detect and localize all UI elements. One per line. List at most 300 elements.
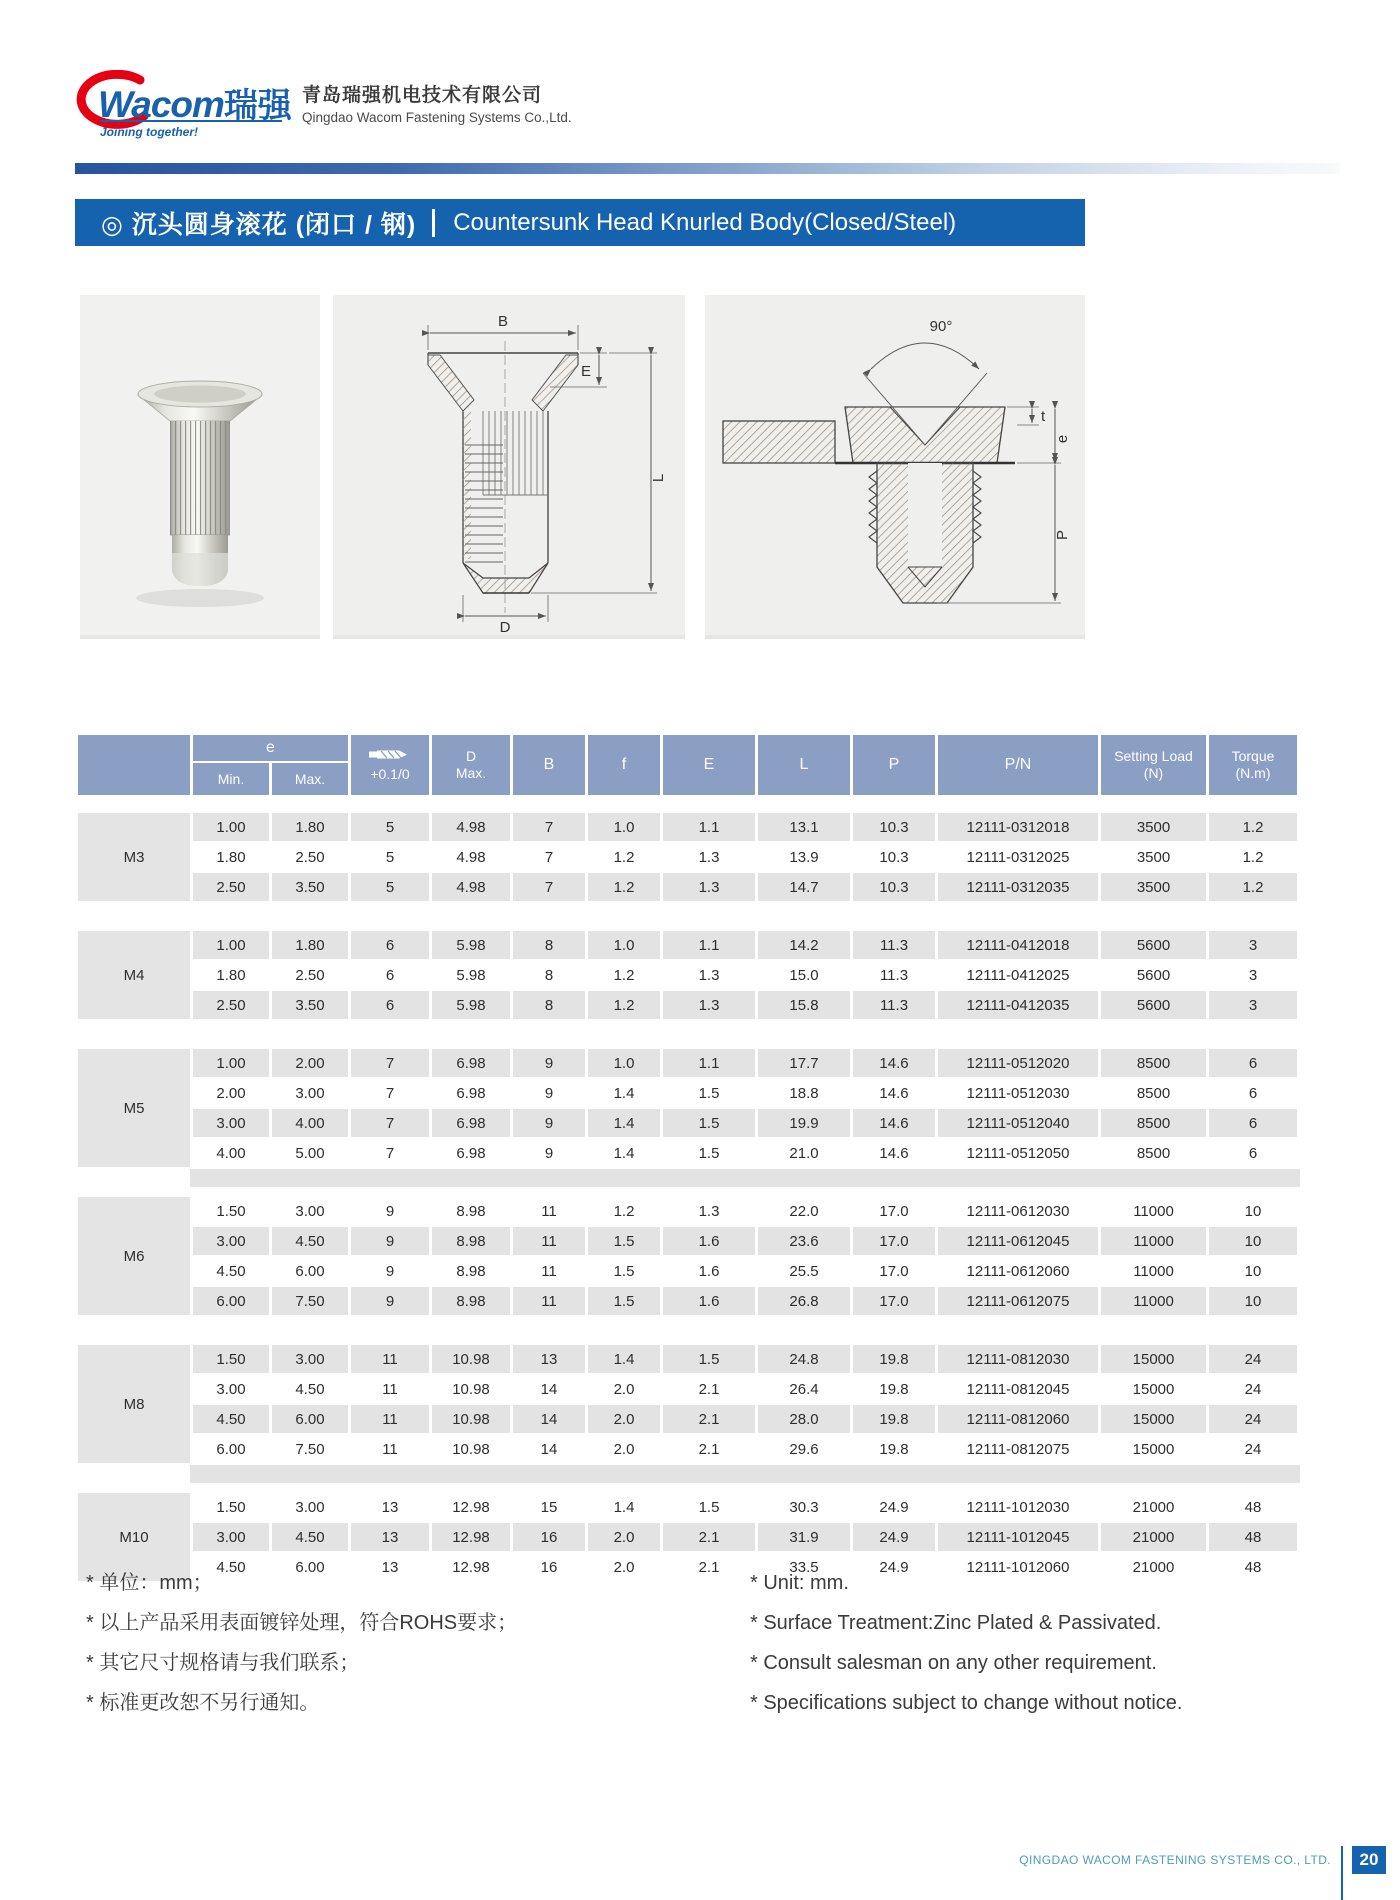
- table-cell: 1.3: [663, 873, 755, 901]
- table-cell: 12111-1012030: [938, 1493, 1098, 1521]
- table-cell: 17.0: [853, 1197, 935, 1225]
- table-cell: 12111-0812075: [938, 1435, 1098, 1463]
- table-cell: 2.0: [588, 1405, 660, 1433]
- header-d-max-sub: Max.: [455, 765, 487, 781]
- table-cell: 3.00: [193, 1227, 269, 1255]
- table-blocks: [75, 811, 1300, 1583]
- table-cell: 1.00: [193, 931, 269, 959]
- table-cell: 1.3: [663, 991, 755, 1019]
- table-cell: 10.98: [432, 1375, 510, 1403]
- table-cell: 1.6: [663, 1227, 755, 1255]
- table-cell: 1.5: [663, 1109, 755, 1137]
- table-cell: 14.6: [853, 1139, 935, 1167]
- table-cell: 1.4: [588, 1493, 660, 1521]
- table-cell: 13: [351, 1493, 429, 1521]
- table-cell: 4.98: [432, 873, 510, 901]
- table-cell: 13.1: [758, 813, 850, 841]
- table-cell: 24.9: [853, 1493, 935, 1521]
- table-cell: 24: [1209, 1375, 1297, 1403]
- table-cell: 2.1: [663, 1435, 755, 1463]
- table-cell: 8500: [1101, 1049, 1206, 1077]
- table-cell: 5600: [1101, 991, 1206, 1019]
- table-cell: 3500: [1101, 813, 1206, 841]
- table-cell: 2.0: [588, 1553, 660, 1581]
- table-cell: 9: [513, 1079, 585, 1107]
- header-torque-line2: (N.m): [1235, 765, 1271, 781]
- table-cell: 3.50: [272, 991, 348, 1019]
- table-cell: 11.3: [853, 931, 935, 959]
- table-cell: 13: [513, 1345, 585, 1373]
- table-cell: 5600: [1101, 931, 1206, 959]
- table-cell: 7: [351, 1139, 429, 1167]
- gradient-bar: [75, 163, 1340, 174]
- table-cell: 1.2: [588, 991, 660, 1019]
- table-cell: 8.98: [432, 1227, 510, 1255]
- header-torque-line1: Torque: [1231, 748, 1275, 764]
- table-cell: 12111-0812060: [938, 1405, 1098, 1433]
- table-cell: 2.0: [588, 1523, 660, 1551]
- table-row: [78, 1257, 1297, 1285]
- table-cell: 24: [1209, 1345, 1297, 1373]
- table-cell: 6: [1209, 1109, 1297, 1137]
- note-cn-line: * 单位：mm；: [86, 1572, 213, 1594]
- table-cell: 9: [351, 1227, 429, 1255]
- table-cell: 1.5: [663, 1139, 755, 1167]
- table-cell: 13: [351, 1553, 429, 1581]
- brand-header: [80, 72, 572, 142]
- table-cell: 16: [513, 1523, 585, 1551]
- table-cell: 15: [513, 1493, 585, 1521]
- table-cell: 9: [351, 1197, 429, 1225]
- table-cell: 18.8: [758, 1079, 850, 1107]
- table-cell: 11.3: [853, 991, 935, 1019]
- table-cell: 4.50: [272, 1523, 348, 1551]
- table-cell: 3.00: [272, 1345, 348, 1373]
- table-cell: 19.8: [853, 1375, 935, 1403]
- table-cell: 3.00: [272, 1493, 348, 1521]
- table-cell: 3.00: [272, 1197, 348, 1225]
- table-cell: 11: [351, 1405, 429, 1433]
- header-setting-load: [1101, 735, 1206, 795]
- table-cell: 17.0: [853, 1287, 935, 1315]
- table-cell: 2.0: [588, 1435, 660, 1463]
- table-cell: 2.1: [663, 1553, 755, 1581]
- table-cell: 1.5: [588, 1287, 660, 1315]
- table-row: [78, 1227, 1297, 1255]
- table-cell: 48: [1209, 1523, 1297, 1551]
- table-cell: 6.00: [272, 1553, 348, 1581]
- table-cell: 4.00: [272, 1109, 348, 1137]
- rivet-nut-photo-illustration: [80, 295, 320, 635]
- size-label: M3: [78, 813, 190, 901]
- drill-bit-icon: [368, 748, 412, 761]
- header-col-e: E: [663, 735, 755, 795]
- table-cell: 11.3: [853, 961, 935, 989]
- table-cell: 2.50: [193, 873, 269, 901]
- table-cell: 10: [1209, 1287, 1297, 1315]
- company-name-block: [302, 80, 572, 125]
- table-cell: 1.00: [193, 813, 269, 841]
- table-cell: 7: [351, 1049, 429, 1077]
- table-cell: 2.1: [663, 1405, 755, 1433]
- company-name-cn: 青岛瑞强机电技术有限公司: [302, 85, 543, 106]
- table-cell: 8.98: [432, 1287, 510, 1315]
- table-cell: 15000: [1101, 1345, 1206, 1373]
- table-cell: 3500: [1101, 873, 1206, 901]
- table-cell: 6.00: [193, 1435, 269, 1463]
- table-cell: 3.00: [193, 1109, 269, 1137]
- drawing-side-view: [333, 295, 685, 639]
- note-cn-line: * 标准更改恕不另行通知。: [86, 1692, 320, 1714]
- table-cell: 15.8: [758, 991, 850, 1019]
- table-cell: 24: [1209, 1435, 1297, 1463]
- table-cell: 31.9: [758, 1523, 850, 1551]
- table-row: [78, 1375, 1297, 1403]
- group-separator-gap: [75, 903, 1300, 929]
- table-cell: 24.8: [758, 1345, 850, 1373]
- note-en-line: * Specifications subject to change without notice.: [750, 1692, 1183, 1714]
- dim-d-label: D: [499, 619, 511, 635]
- angle-90-label: 90°: [929, 318, 953, 335]
- table-cell: 6: [351, 991, 429, 1019]
- table-cell: 11000: [1101, 1197, 1206, 1225]
- table-cell: 2.50: [193, 991, 269, 1019]
- table-cell: 5.98: [432, 961, 510, 989]
- table-row: [78, 1109, 1297, 1137]
- table-cell: 1.4: [588, 1079, 660, 1107]
- table-cell: 6: [1209, 1079, 1297, 1107]
- table-cell: 10.98: [432, 1405, 510, 1433]
- table-cell: 14: [513, 1405, 585, 1433]
- table-cell: 3500: [1101, 843, 1206, 871]
- group-separator-gap: [75, 1317, 1300, 1343]
- table-cell: 4.50: [193, 1405, 269, 1433]
- table-cell: 10: [1209, 1257, 1297, 1285]
- header-e-max: Max.: [272, 763, 348, 795]
- table-cell: 11000: [1101, 1287, 1206, 1315]
- table-row: [78, 1049, 1297, 1077]
- table-row: [78, 1287, 1297, 1315]
- table-cell: 48: [1209, 1493, 1297, 1521]
- table-cell: 11: [351, 1435, 429, 1463]
- table-cell: 15000: [1101, 1435, 1206, 1463]
- table-row: [78, 1139, 1297, 1167]
- table-cell: 24.9: [853, 1553, 935, 1581]
- table-cell: 12111-0412035: [938, 991, 1098, 1019]
- table-cell: 8.98: [432, 1197, 510, 1225]
- table-header: [75, 733, 1300, 797]
- page-footer: [0, 1846, 1386, 1900]
- table-cell: 15000: [1101, 1405, 1206, 1433]
- table-cell: 3.00: [272, 1079, 348, 1107]
- table-row: [78, 1493, 1297, 1521]
- table-cell: 10.3: [853, 843, 935, 871]
- table-cell: 8: [513, 961, 585, 989]
- table-cell: 7: [513, 813, 585, 841]
- table-cell: 6.00: [272, 1257, 348, 1285]
- table-cell: 2.1: [663, 1523, 755, 1551]
- table-cell: 1.6: [663, 1287, 755, 1315]
- table-cell: 1.1: [663, 931, 755, 959]
- table-cell: 9: [513, 1049, 585, 1077]
- table-cell: 22.0: [758, 1197, 850, 1225]
- table-cell: 33.5: [758, 1553, 850, 1581]
- table-cell: 12111-0612060: [938, 1257, 1098, 1285]
- table-cell: 5: [351, 843, 429, 871]
- note-en-line: * Surface Treatment:Zinc Plated & Passivated.: [750, 1612, 1162, 1634]
- table-cell: 12111-1012060: [938, 1553, 1098, 1581]
- table-cell: 3: [1209, 961, 1297, 989]
- table-cell: 3.00: [193, 1375, 269, 1403]
- spec-table-block-m4: [75, 929, 1300, 1021]
- table-cell: 7: [513, 843, 585, 871]
- table-cell: 2.0: [588, 1375, 660, 1403]
- table-cell: 19.8: [853, 1405, 935, 1433]
- table-row: [78, 1079, 1297, 1107]
- table-row: [78, 1523, 1297, 1551]
- table-cell: 1.0: [588, 813, 660, 841]
- table-cell: 10.3: [853, 813, 935, 841]
- company-logo: [80, 72, 310, 139]
- table-cell: 1.4: [588, 1345, 660, 1373]
- table-cell: 8: [513, 931, 585, 959]
- table-cell: 10.98: [432, 1435, 510, 1463]
- table-cell: 21000: [1101, 1553, 1206, 1581]
- header-l: L: [758, 735, 850, 795]
- dim-e2-label: e: [1054, 434, 1071, 444]
- header-p: P: [853, 735, 935, 795]
- table-cell: 12.98: [432, 1523, 510, 1551]
- table-cell: 4.50: [272, 1227, 348, 1255]
- footer-divider-line: [1341, 1846, 1343, 1900]
- table-cell: 2.00: [272, 1049, 348, 1077]
- table-cell: 1.2: [588, 961, 660, 989]
- table-cell: 8: [513, 991, 585, 1019]
- section-title-en: Countersunk Head Knurled Body(Closed/Steel): [453, 208, 957, 236]
- table-cell: 17.0: [853, 1257, 935, 1285]
- table-row: [78, 1435, 1297, 1463]
- table-cell: 12111-0512040: [938, 1109, 1098, 1137]
- table-cell: 11: [513, 1257, 585, 1285]
- group-separator-bar: [190, 1169, 1300, 1187]
- table-cell: 10: [1209, 1197, 1297, 1225]
- table-cell: 1.2: [1209, 813, 1297, 841]
- logo-tagline: Joining together!: [100, 125, 198, 139]
- table-cell: 12.98: [432, 1493, 510, 1521]
- table-cell: 1.50: [193, 1197, 269, 1225]
- dim-t-label: t: [1041, 408, 1046, 425]
- table-cell: 1.2: [588, 843, 660, 871]
- table-cell: 5: [351, 873, 429, 901]
- table-row: [78, 931, 1297, 959]
- table-cell: 8500: [1101, 1109, 1206, 1137]
- table-cell: 1.2: [1209, 873, 1297, 901]
- logo-text-latin: Wacom: [98, 84, 224, 125]
- header-drill: [351, 735, 429, 795]
- table-cell: 12111-0512050: [938, 1139, 1098, 1167]
- header-torque: [1209, 735, 1297, 795]
- table-cell: 11: [513, 1197, 585, 1225]
- table-cell: 24: [1209, 1405, 1297, 1433]
- table-cell: 6.98: [432, 1049, 510, 1077]
- table-cell: 19.8: [853, 1345, 935, 1373]
- table-cell: 1.80: [193, 961, 269, 989]
- table-cell: 1.4: [588, 1139, 660, 1167]
- table-cell: 12111-1012045: [938, 1523, 1098, 1551]
- table-cell: 8500: [1101, 1139, 1206, 1167]
- table-cell: 5.98: [432, 931, 510, 959]
- spec-table: [75, 733, 1300, 1583]
- table-cell: 12111-0412018: [938, 931, 1098, 959]
- table-cell: 13.9: [758, 843, 850, 871]
- table-cell: 1.1: [663, 1049, 755, 1077]
- logo-tagline-row: [100, 120, 282, 141]
- table-cell: 1.5: [588, 1227, 660, 1255]
- table-row: [78, 813, 1297, 841]
- table-cell: 21000: [1101, 1523, 1206, 1551]
- table-cell: 5.98: [432, 991, 510, 1019]
- table-cell: 14.6: [853, 1109, 935, 1137]
- table-cell: 11: [351, 1375, 429, 1403]
- table-cell: 1.80: [272, 813, 348, 841]
- page-number-badge: 20: [1352, 1846, 1386, 1874]
- section-title-cn: ◎ 沉头圆身滚花 (闭口 / 钢): [101, 210, 417, 239]
- table-cell: 2.00: [193, 1079, 269, 1107]
- table-cell: 4.50: [272, 1375, 348, 1403]
- table-cell: 19.9: [758, 1109, 850, 1137]
- header-d-max: [432, 735, 510, 795]
- note-cn-line: * 以上产品采用表面镀锌处理，符合ROHS要求；: [86, 1612, 518, 1634]
- table-cell: 12111-0312018: [938, 813, 1098, 841]
- note-en-line: * Consult salesman on any other requirement.: [750, 1652, 1157, 1674]
- drawing-installed-view: [705, 295, 1085, 639]
- note-cn-line: * 其它尺寸规格请与我们联系；: [86, 1652, 360, 1674]
- table-cell: 14.6: [853, 1049, 935, 1077]
- header-f: f: [588, 735, 660, 795]
- table-cell: 6.98: [432, 1079, 510, 1107]
- table-cell: 7.50: [272, 1435, 348, 1463]
- table-cell: 6: [1209, 1049, 1297, 1077]
- table-cell: 7: [351, 1109, 429, 1137]
- table-cell: 5600: [1101, 961, 1206, 989]
- table-cell: 12111-0512030: [938, 1079, 1098, 1107]
- table-row: [78, 961, 1297, 989]
- table-cell: 48: [1209, 1553, 1297, 1581]
- header-setting-load-line2: (N): [1143, 765, 1164, 781]
- table-cell: 19.8: [853, 1435, 935, 1463]
- table-cell: 25.5: [758, 1257, 850, 1285]
- table-cell: 21.0: [758, 1139, 850, 1167]
- table-cell: 1.5: [588, 1257, 660, 1285]
- company-name-en: Qingdao Wacom Fastening Systems Co.,Ltd.: [302, 110, 572, 125]
- table-cell: 1.6: [663, 1257, 755, 1285]
- table-row: [78, 1405, 1297, 1433]
- table-cell: 12111-0412025: [938, 961, 1098, 989]
- table-cell: 1.2: [1209, 843, 1297, 871]
- dim-e-label: E: [580, 363, 591, 380]
- table-cell: 12111-0612030: [938, 1197, 1098, 1225]
- table-cell: 14: [513, 1375, 585, 1403]
- size-label: M5: [78, 1049, 190, 1167]
- table-cell: 3.00: [193, 1523, 269, 1551]
- table-cell: 21000: [1101, 1493, 1206, 1521]
- spec-table-block-m8: [75, 1343, 1300, 1465]
- header-setting-load-line1: Setting Load: [1114, 748, 1193, 764]
- table-cell: 4.98: [432, 813, 510, 841]
- size-label: M6: [78, 1197, 190, 1315]
- table-cell: 1.00: [193, 1049, 269, 1077]
- table-cell: 6: [351, 961, 429, 989]
- table-cell: 1.3: [663, 843, 755, 871]
- footer-company: QINGDAO WACOM FASTENING SYSTEMS CO., LTD.: [1019, 1853, 1331, 1867]
- size-label: M10: [78, 1493, 190, 1581]
- table-cell: 8.98: [432, 1257, 510, 1285]
- table-cell: 15.0: [758, 961, 850, 989]
- table-cell: 9: [351, 1257, 429, 1285]
- table-cell: 5: [351, 813, 429, 841]
- table-cell: 2.50: [272, 961, 348, 989]
- table-cell: 7.50: [272, 1287, 348, 1315]
- table-row: [78, 1345, 1297, 1373]
- table-cell: 12111-0312025: [938, 843, 1098, 871]
- table-cell: 9: [513, 1139, 585, 1167]
- table-cell: 1.3: [663, 1197, 755, 1225]
- table-cell: 6: [1209, 1139, 1297, 1167]
- table-cell: 9: [351, 1287, 429, 1315]
- table-cell: 11: [351, 1345, 429, 1373]
- table-cell: 1.50: [193, 1345, 269, 1373]
- table-cell: 1.50: [193, 1493, 269, 1521]
- table-cell: 1.5: [663, 1345, 755, 1373]
- table-cell: 1.5: [663, 1493, 755, 1521]
- table-cell: 12111-0612075: [938, 1287, 1098, 1315]
- table-cell: 2.1: [663, 1375, 755, 1403]
- dim-p-label: P: [1054, 529, 1071, 541]
- table-cell: 17.7: [758, 1049, 850, 1077]
- spec-table-block-m5: [75, 1047, 1300, 1169]
- table-cell: 14.2: [758, 931, 850, 959]
- table-cell: 10: [1209, 1227, 1297, 1255]
- table-cell: 1.3: [663, 961, 755, 989]
- group-separator-gap: [75, 1021, 1300, 1047]
- table-cell: 1.80: [272, 931, 348, 959]
- table-cell: 28.0: [758, 1405, 850, 1433]
- table-cell: 4.98: [432, 843, 510, 871]
- table-cell: 6: [351, 931, 429, 959]
- table-cell: 11000: [1101, 1257, 1206, 1285]
- table-cell: 1.2: [588, 1197, 660, 1225]
- group-separator-bar: [190, 1465, 1300, 1483]
- table-cell: 29.6: [758, 1435, 850, 1463]
- table-cell: 3: [1209, 991, 1297, 1019]
- header-b: B: [513, 735, 585, 795]
- table-cell: 1.0: [588, 1049, 660, 1077]
- table-cell: 23.6: [758, 1227, 850, 1255]
- table-cell: 30.3: [758, 1493, 850, 1521]
- table-cell: 9: [513, 1109, 585, 1137]
- header-size-cell: [78, 735, 190, 795]
- notes-cn: [86, 1563, 517, 1723]
- notes-en: [750, 1563, 1182, 1723]
- table-cell: 3: [1209, 931, 1297, 959]
- table-row: [78, 873, 1297, 901]
- table-cell: 12111-0812030: [938, 1345, 1098, 1373]
- table-cell: 17.0: [853, 1227, 935, 1255]
- spec-table-block-m6: [75, 1195, 1300, 1317]
- table-cell: 12111-0312035: [938, 873, 1098, 901]
- table-cell: 1.1: [663, 813, 755, 841]
- header-e-min: Min.: [193, 763, 269, 795]
